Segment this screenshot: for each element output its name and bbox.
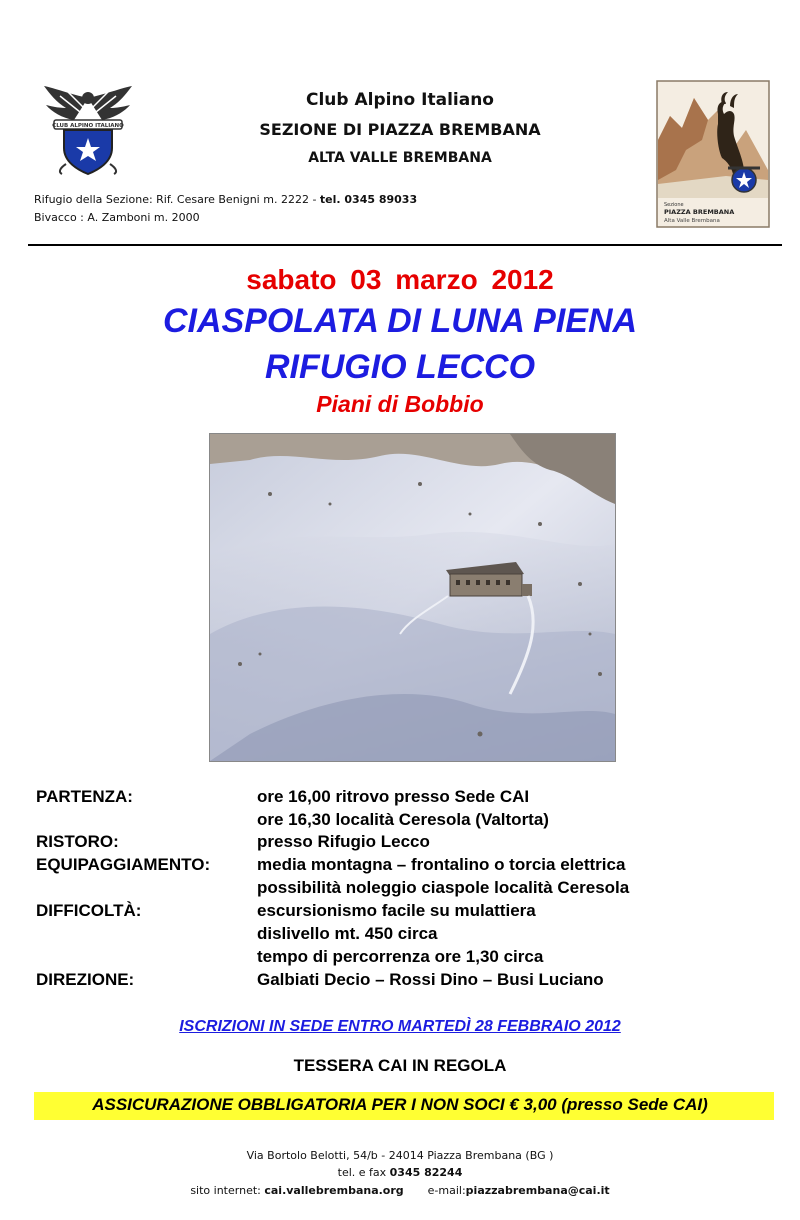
area-name: ALTA VALLE BREMBANA	[308, 150, 492, 166]
departure-label: PARTENZA:	[36, 787, 133, 806]
section-badge	[656, 80, 770, 228]
logo-left-text: CLUB ALPINO ITALIANO	[52, 123, 124, 129]
refreshment-label: RISTORO:	[36, 832, 119, 851]
footer-web	[0, 1184, 800, 1197]
cai-logo	[40, 84, 136, 176]
difficulty-line-1: escursionismo facile su mulattiera	[257, 901, 536, 920]
difficulty-label: DIFFICOLTÀ:	[36, 901, 142, 920]
refreshment-line-1: presso Rifugio Lecco	[257, 832, 430, 851]
membership-note: TESSERA CAI IN REGOLA	[293, 1056, 507, 1075]
footer-site-prefix: sito internet:	[190, 1184, 265, 1197]
difficulty-line-3: tempo di percorrenza ore 1,30 circa	[257, 947, 544, 966]
refuge-photo	[209, 433, 616, 762]
difficulty-line-2: dislivello mt. 450 circa	[257, 924, 438, 943]
svg-text:PIAZZA BREMBANA: PIAZZA BREMBANA	[664, 208, 735, 216]
section-name: SEZIONE DI PIAZZA BREMBANA	[259, 120, 541, 139]
event-subtitle: RIFUGIO LECCO	[264, 348, 536, 386]
event-date: sabato 03 marzo 2012	[246, 264, 554, 295]
svg-text:Alta Valle Brembana: Alta Valle Brembana	[664, 218, 720, 224]
org-name: Club Alpino Italiano	[305, 90, 494, 110]
event-place: Piani di Bobbio	[316, 391, 484, 417]
direction-line-1: Galbiati Decio – Rossi Dino – Busi Luciano	[257, 970, 604, 989]
bivouac-info: Bivacco : A. Zamboni m. 2000	[34, 211, 200, 224]
equipment-line-1: media montagna – frontalino o torcia elettrica	[257, 855, 626, 874]
footer-email-link[interactable]: piazzabrembana@cai.it	[465, 1184, 610, 1197]
refuge-info	[34, 193, 417, 206]
footer-email-prefix: e-mail:	[427, 1184, 466, 1197]
departure-line-1: ore 16,00 ritrovo presso Sede CAI	[257, 787, 530, 806]
footer-phone	[0, 1166, 800, 1179]
direction-label: DIREZIONE:	[36, 970, 135, 989]
insurance-note: ASSICURAZIONE OBBLIGATORIA PER I NON SOCI € 3,00 (presso Sede CAI)	[92, 1095, 708, 1114]
footer-phone-prefix: tel. e fax	[337, 1166, 390, 1179]
registration-note: ISCRIZIONI IN SEDE ENTRO MARTEDÌ 28 FEBBRAIO 2012	[179, 1018, 621, 1035]
equipment-line-2: possibilità noleggio ciaspole località Ceresola	[257, 878, 630, 897]
departure-line-2: ore 16,30 località Ceresola (Valtorta)	[257, 810, 549, 829]
equipment-label: EQUIPAGGIAMENTO:	[36, 855, 211, 874]
event-title: CIASPOLATA DI LUNA PIENA	[162, 302, 638, 340]
refuge-phone: tel. 0345 89033	[319, 193, 418, 206]
header-divider	[28, 244, 782, 246]
refuge-text: Rifugio della Sezione: Rif. Cesare Benigni m. 2222 -	[34, 193, 320, 206]
footer-site-link[interactable]: cai.vallebrembana.org	[264, 1184, 404, 1197]
footer-phone-number: 0345 82244	[389, 1166, 463, 1179]
svg-text:Sezione: Sezione	[664, 202, 684, 208]
footer-address: Via Bortolo Belotti, 54/b - 24014 Piazza Brembana (BG )	[246, 1149, 554, 1162]
